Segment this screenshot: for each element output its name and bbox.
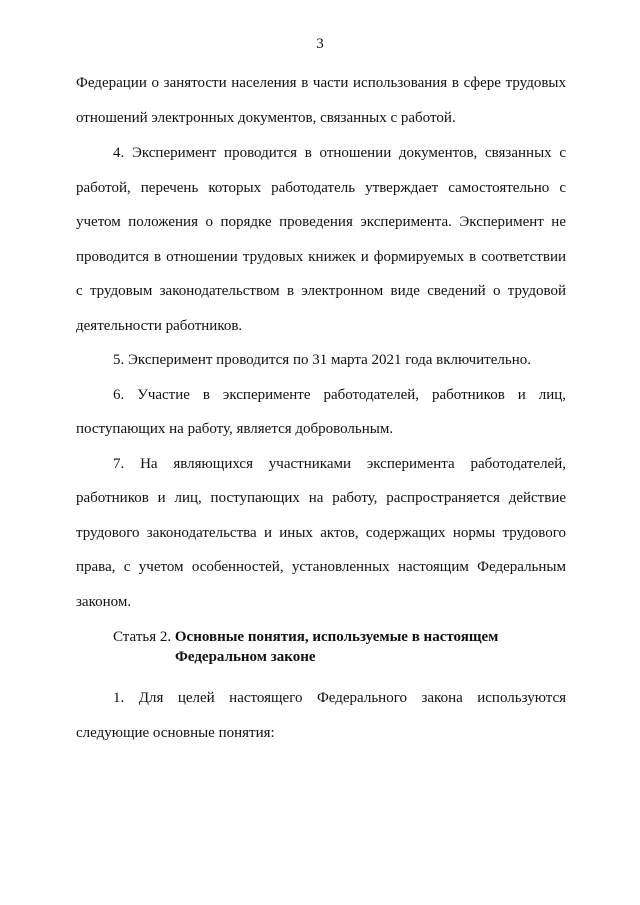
paragraph-item-4: 4. Эксперимент проводится в отношении документов, связанных с работой, перечень которых работодатель утверждает самостоятельно с учетом положения о порядке проведения эксперимента. Эксперимент не проводится в отношении трудовых книжек и формируемых в соответствии с трудовым законодательством в электронном виде сведений о трудовой деятельности работников. (76, 145, 566, 334)
article-heading (76, 627, 566, 667)
article-title-line1: Основные понятия, используемые в настоящем (174, 629, 499, 645)
paragraph-continuation: Федерации о занятости населения в части использования в сфере трудовых отношений электронных документов, связанных с работой. (76, 75, 566, 126)
paragraph-article-2-item-1: 1. Для целей настоящего Федерального закона используются следующие основные понятия: (76, 690, 566, 741)
document-body (76, 66, 566, 750)
article-title-line2: Федеральном законе (175, 649, 316, 665)
page-number: 3 (316, 36, 324, 52)
paragraph-item-6: 6. Участие в эксперименте работодателей, работников и лиц, поступающих на работу, является добровольным. (76, 386, 566, 437)
article-label: Статья 2. (113, 629, 172, 645)
paragraph-item-7: 7. На являющихся участниками эксперимента работодателей, работников и лиц, поступающих на работу, распространяется действие трудового законодательства и иных актов, содержащих нормы трудового права, с учетом особенностей, установленных настоящим Федеральным законом. (76, 455, 566, 610)
paragraph-item-5: 5. Эксперимент проводится по 31 марта 2021 года включительно. (113, 352, 531, 368)
